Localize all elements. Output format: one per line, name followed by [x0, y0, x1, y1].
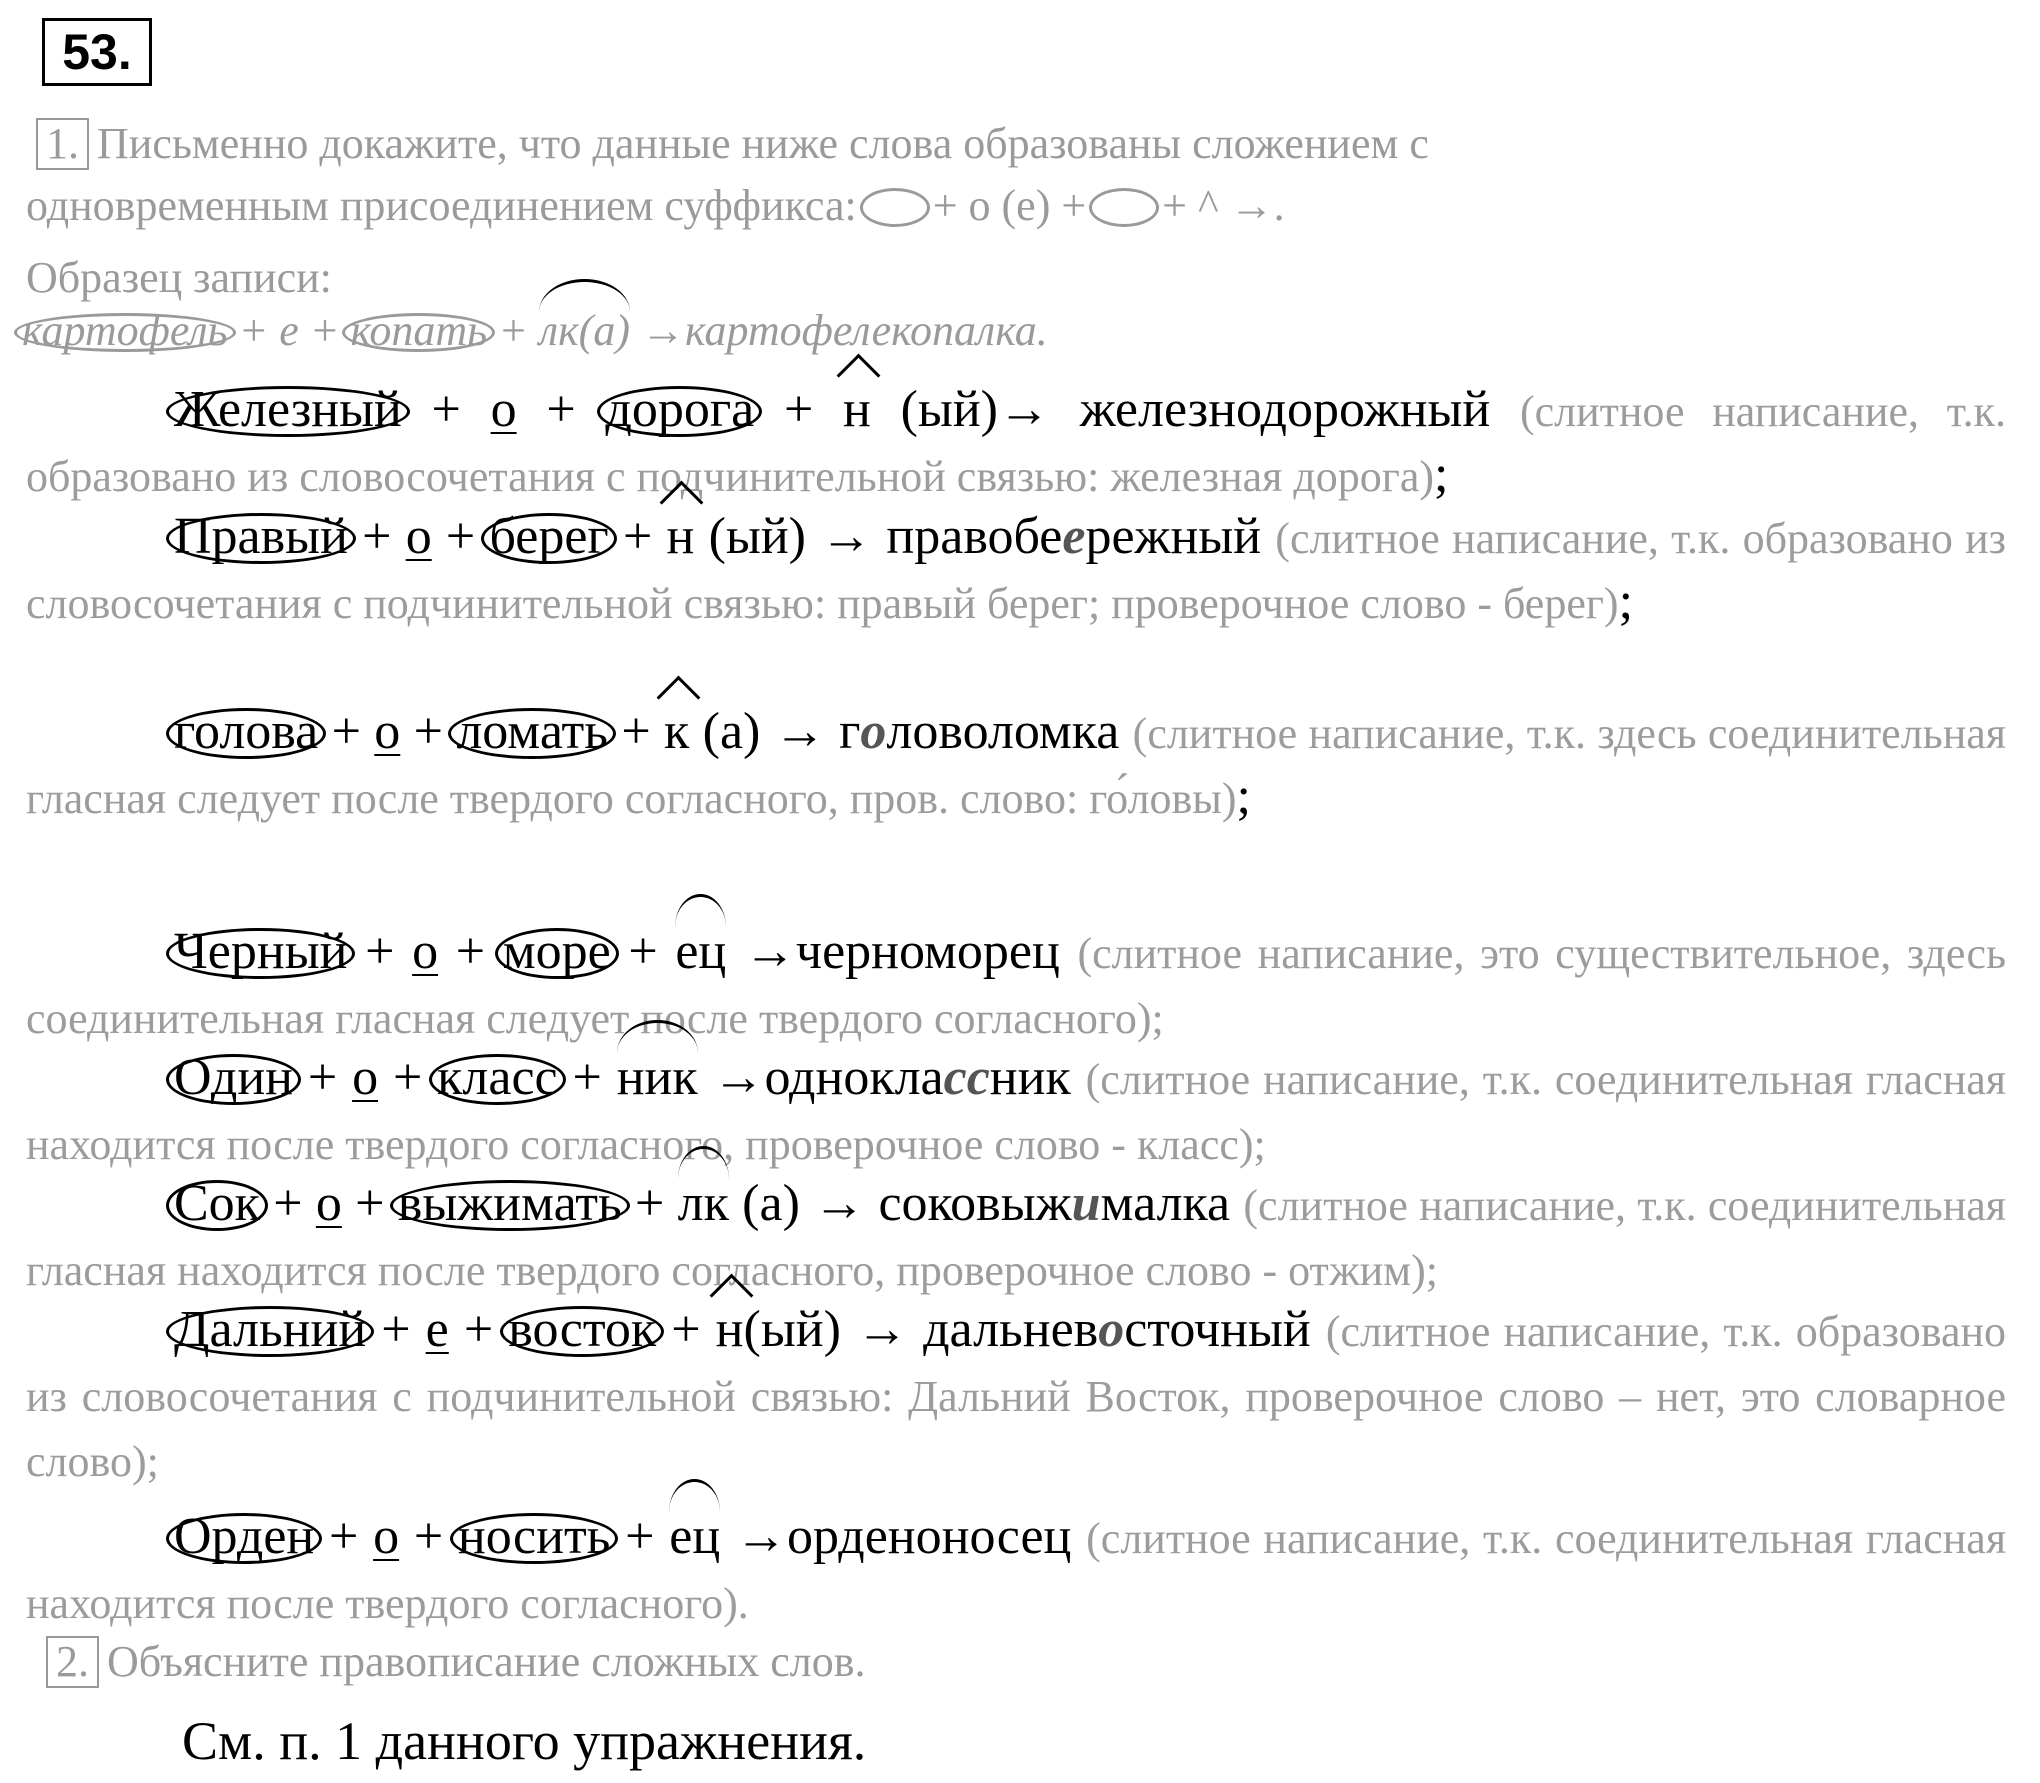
connector-vowel: о: [374, 703, 401, 760]
root-2: носить: [458, 1505, 610, 1568]
task-1-number: 1.: [36, 118, 89, 170]
ending: →: [712, 1049, 765, 1106]
explanation-note: (слитное написание, т.к. образовано из словосочетания с подчинительной связью: правый берег; проверочное слово - берег): [26, 514, 2007, 628]
ending: →: [734, 1508, 787, 1565]
terminator: ;: [1236, 768, 1251, 825]
sample-suffix: лк(а): [538, 306, 630, 355]
suffix: н: [667, 505, 695, 568]
root-2: берег: [489, 505, 608, 568]
sample-label: Образец записи:: [26, 253, 332, 302]
entry-2: Правый + о + берег + н (ый) → правобеережный (слитное написание, т.к. образовано из словосочетания с подчинительной связью: правый берег; проверочное слово - берег);: [26, 505, 2006, 635]
root-2: ломать: [456, 700, 608, 763]
suffix: ец: [675, 920, 726, 983]
root-1: Один: [174, 1046, 293, 1109]
root-1: Дальний: [174, 1298, 366, 1361]
connector-vowel: о: [373, 1508, 400, 1565]
result-word: железнодорожный: [1079, 381, 1491, 438]
entry-8: Орден + о + носить + ец →орденоносец (слитное написание, т.к. соединительная гласная находится после твердого согласного).: [26, 1505, 2006, 1635]
task-1-line-2: [26, 180, 1285, 231]
explanation-note: (слитное написание, т.к. образовано из словосочетания с подчинительной связью: Дальний Восток, проверочное слово – нет, это словарное слово);: [26, 1307, 2007, 1486]
task-1-text-line-2: одновременным присоединением суффикса:: [26, 181, 857, 230]
connector-vowel: о: [352, 1049, 379, 1106]
task-2-number: 2.: [46, 1636, 99, 1688]
root-1: голова: [174, 700, 318, 763]
result-word-start: дальнев: [923, 1301, 1099, 1358]
root-2: выжимать: [398, 1172, 622, 1235]
root-2: дорога: [605, 378, 754, 441]
terminator: ;: [1434, 446, 1449, 503]
entry-4: Черный + о + море + ец →черноморец (слитное написание, это существительное, здесь соединительная гласная следует после твердого согласного);: [26, 920, 2006, 1050]
explanation-note: (слитное написание, т.к. здесь соединительная гласная следует после твердого согласного, пров. слово: го́ловы): [26, 709, 2007, 823]
ending: (а) →: [702, 703, 826, 760]
suffix: к: [664, 700, 689, 763]
result-orthogram: о: [1098, 1301, 1125, 1358]
ending: (ый) →: [743, 1301, 908, 1358]
sample-root-2: копать: [350, 306, 488, 355]
result-word-end: ловоломка: [886, 703, 1120, 760]
ending: →: [743, 923, 796, 980]
entry-1: Железный + о + дорога + н (ый)→ железнодорожный (слитное написание, т.к. образовано из словосочетания с подчинительной связью: железная дорога);: [26, 378, 2006, 508]
result-word-end: малка: [1100, 1175, 1231, 1232]
result-orthogram: о: [860, 703, 887, 760]
connector-vowel: о: [405, 508, 432, 565]
explanation-note: (слитное написание, т.к. соединительная гласная находится после твердого согласного, проверочное слово - класс);: [26, 1055, 2007, 1169]
root-2: класс: [437, 1046, 557, 1109]
suffix: лк: [678, 1172, 729, 1235]
root-1: Орден: [174, 1505, 314, 1568]
ending: (ый)→: [900, 381, 1050, 438]
task-1-scheme-end: + ^ →.: [1162, 181, 1285, 230]
entry-3: голова + о + ломать + к (а) → головоломка (слитное написание, т.к. здесь соединительная гласная следует после твердого согласного, пров. слово: го́ловы);: [26, 700, 2006, 830]
result-word-end: ник: [989, 1049, 1071, 1106]
result-word-start: однокла: [764, 1049, 944, 1106]
result-word: черноморец: [795, 923, 1060, 980]
root-1: Сок: [174, 1172, 260, 1235]
result-word: орденоносец: [786, 1508, 1072, 1565]
terminator: ;: [1618, 573, 1634, 630]
entry-5: Один + о + класс + ник →одноклассник (слитное написание, т.к. соединительная гласная находится после твердого согласного, проверочное слово - класс);: [26, 1046, 2006, 1176]
task-1-text-line-1: Письменно докажите, что данные ниже слова образованы сложением с: [97, 119, 1429, 168]
root-1: Железный: [174, 378, 402, 441]
suffix: н: [716, 1298, 744, 1361]
task-2-line: [46, 1636, 865, 1688]
root-2: море: [503, 920, 611, 983]
sample-result: →картофелекопалка.: [640, 306, 1048, 355]
root-1: Черный: [174, 920, 347, 983]
entry-7: Дальний + е + восток + н(ый) → дальневосточный (слитное написание, т.к. образовано из словосочетания с подчинительной связью: Дальний Восток, проверочное слово – нет, это словарное слово);: [26, 1298, 2006, 1493]
result-orthogram: и: [1071, 1175, 1101, 1232]
explanation-note: (слитное написание, т.к. образовано из словосочетания с подчинительной связью: железная дорога): [26, 387, 2007, 501]
connector-vowel: е: [425, 1301, 449, 1358]
root-1: Правый: [174, 505, 348, 568]
ending: (ый) →: [708, 508, 873, 565]
suffix: н: [843, 378, 871, 441]
result-word-start: г: [839, 703, 861, 760]
exercise-number: 53.: [42, 18, 152, 86]
suffix: ник: [617, 1046, 698, 1109]
explanation-note: (слитное написание, это существительное, здесь соединительная гласная следует после твердого согласного);: [26, 929, 2007, 1043]
connector-vowel: о: [490, 381, 517, 438]
task-2-text: Объясните правописание сложных слов.: [107, 1637, 866, 1686]
result-word-start: соковыж: [878, 1175, 1072, 1232]
entry-6: Сок + о + выжимать + лк (а) → соковыжималка (слитное написание, т.к. соединительная гласная находится после твердого согласного, проверочное слово - отжим);: [26, 1172, 2006, 1302]
explanation-note: (слитное написание, т.к. соединительная гласная находится после твердого согласного).: [26, 1514, 2007, 1628]
explanation-note: (слитное написание, т.к. соединительная гласная находится после твердого согласного, проверочное слово - отжим);: [26, 1181, 2007, 1295]
connector-vowel: о: [315, 1175, 342, 1232]
result-word-end: сточный: [1124, 1301, 1311, 1358]
sample-connector: + е +: [238, 306, 340, 355]
suffix: ец: [669, 1505, 720, 1568]
connector-vowel: о: [412, 923, 439, 980]
sample-root-1: картофель: [22, 306, 228, 355]
sample-line: картофель + е + копать + лк(а) →картофелекопалка.: [22, 306, 1048, 355]
task-2-answer: См. п. 1 данного упражнения.: [182, 1711, 867, 1771]
result-word-end: режный: [1085, 508, 1262, 565]
result-word-start: равобе: [914, 508, 1063, 565]
task-1-scheme: + о (е) +: [932, 181, 1087, 230]
result-orthogram: е: [1062, 508, 1086, 565]
ending: (а) →: [742, 1175, 866, 1232]
task-1-line-1: [36, 118, 1429, 170]
root-2: восток: [508, 1298, 656, 1361]
result-orthogram: сс: [943, 1049, 990, 1106]
root-scheme-symbol: [1097, 180, 1151, 231]
root-scheme-symbol: [868, 180, 922, 231]
